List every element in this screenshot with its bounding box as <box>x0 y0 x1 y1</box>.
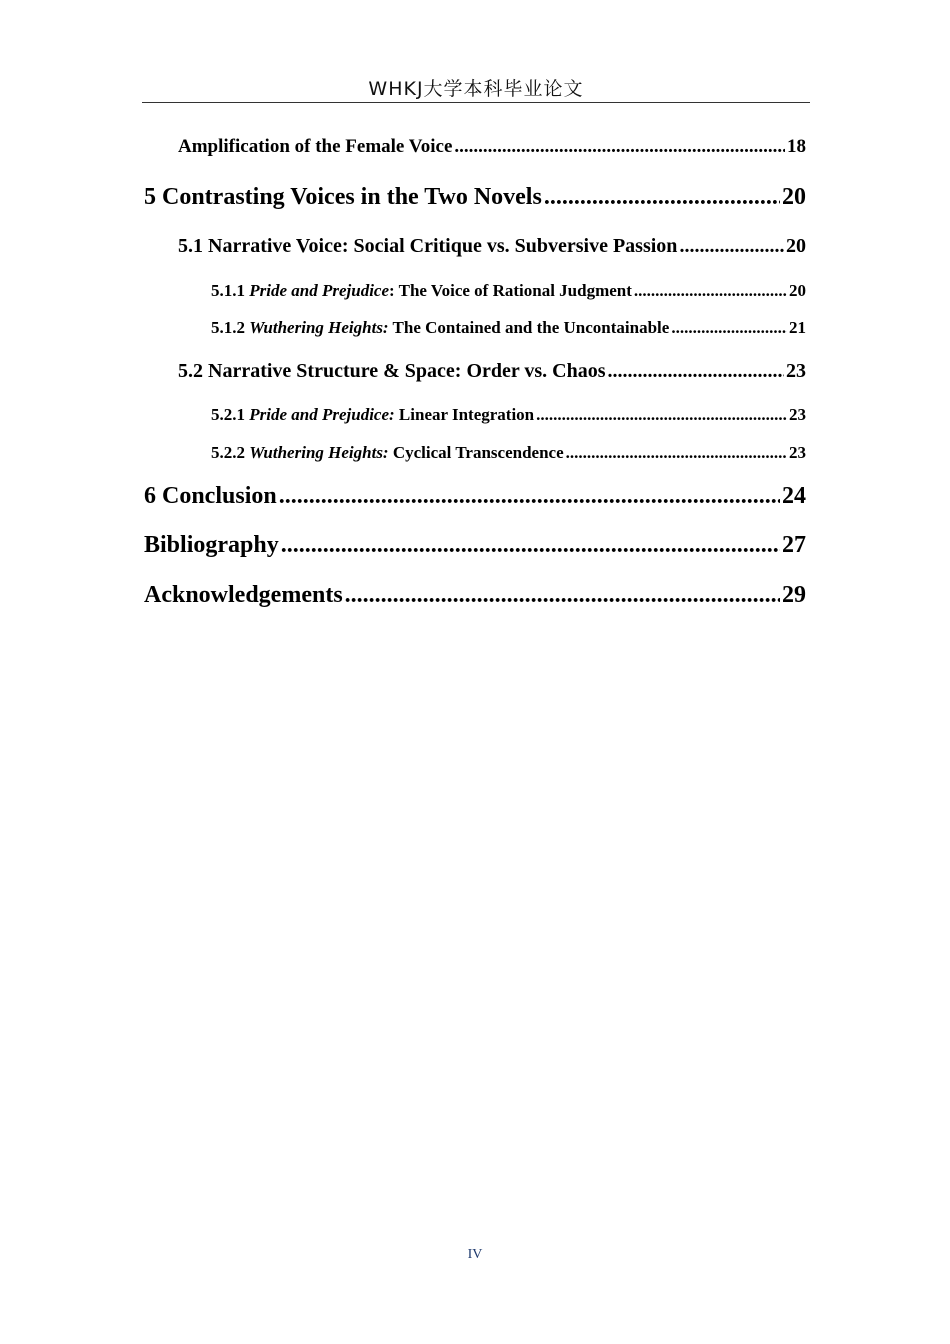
toc-page-number: 20 <box>789 281 806 300</box>
toc-entry-section-5-2[interactable] <box>178 360 806 383</box>
page-number: IV <box>467 1247 483 1262</box>
page-footer <box>0 1247 950 1263</box>
toc-page-number: 23 <box>786 360 806 382</box>
toc-page-number: 27 <box>782 532 806 558</box>
toc-entry-section-5-1-2[interactable] <box>211 318 806 338</box>
dot-leader <box>279 483 780 510</box>
dot-leader <box>281 532 780 559</box>
toc-entry-bibliography[interactable] <box>144 532 806 559</box>
toc-page-number: 20 <box>782 184 806 210</box>
toc-entry-section-5-2-2[interactable] <box>211 443 806 463</box>
dot-leader <box>634 281 787 301</box>
dot-leader <box>345 582 780 609</box>
toc-entry-title: 5.2.1 Pride and Prejudice: Linear Integration <box>211 405 535 424</box>
toc-page-number: 20 <box>786 235 806 257</box>
toc-entry-female-voice[interactable] <box>178 136 806 158</box>
toc-entry-title: 5.2.2 Wuthering Heights: Cyclical Transcendence <box>211 443 564 462</box>
toc-entry-title: 6 Conclusion <box>144 483 277 509</box>
toc-page-number: 24 <box>782 483 806 509</box>
toc-page-number: 23 <box>789 443 806 462</box>
dot-leader <box>454 136 785 158</box>
toc-entry-title: 5.1 Narrative Voice: Social Critique vs. Subversive Passion <box>178 235 678 257</box>
toc-page-number: 29 <box>782 582 806 608</box>
toc-entry-title: Bibliography <box>144 532 279 558</box>
toc-page-number: 21 <box>789 318 806 337</box>
toc-entry-acknowledgements[interactable] <box>144 582 806 609</box>
toc-entry-title: Amplification of the Female Voice <box>178 136 453 157</box>
header-title: WHKJ大学本科毕业论文 <box>368 78 584 100</box>
dot-leader <box>566 443 787 463</box>
dot-leader <box>671 318 787 338</box>
toc-entry-section-5-1[interactable] <box>178 235 806 258</box>
toc-entry-title: Acknowledgements <box>144 582 343 608</box>
toc-entry-title: 5 Contrasting Voices in the Two Novels <box>144 184 542 210</box>
toc-entry-chapter-6[interactable] <box>144 483 806 510</box>
dot-leader <box>536 405 787 425</box>
toc-entry-title: 5.2 Narrative Structure & Space: Order vs. Chaos <box>178 360 606 382</box>
toc-entry-section-5-1-1[interactable] <box>211 281 806 301</box>
dot-leader <box>544 184 780 211</box>
toc-entry-chapter-5[interactable] <box>144 184 806 211</box>
dot-leader <box>608 360 784 383</box>
running-header <box>142 72 810 103</box>
toc-page-number: 23 <box>789 405 806 424</box>
toc-entry-section-5-2-1[interactable] <box>211 405 806 425</box>
dot-leader <box>679 235 784 258</box>
toc-page-number: 18 <box>787 136 806 157</box>
toc-entry-title: 5.1.2 Wuthering Heights: The Contained and the Uncontainable <box>211 318 670 337</box>
toc-entry-title: 5.1.1 Pride and Prejudice: The Voice of Rational Judgment <box>211 281 632 300</box>
